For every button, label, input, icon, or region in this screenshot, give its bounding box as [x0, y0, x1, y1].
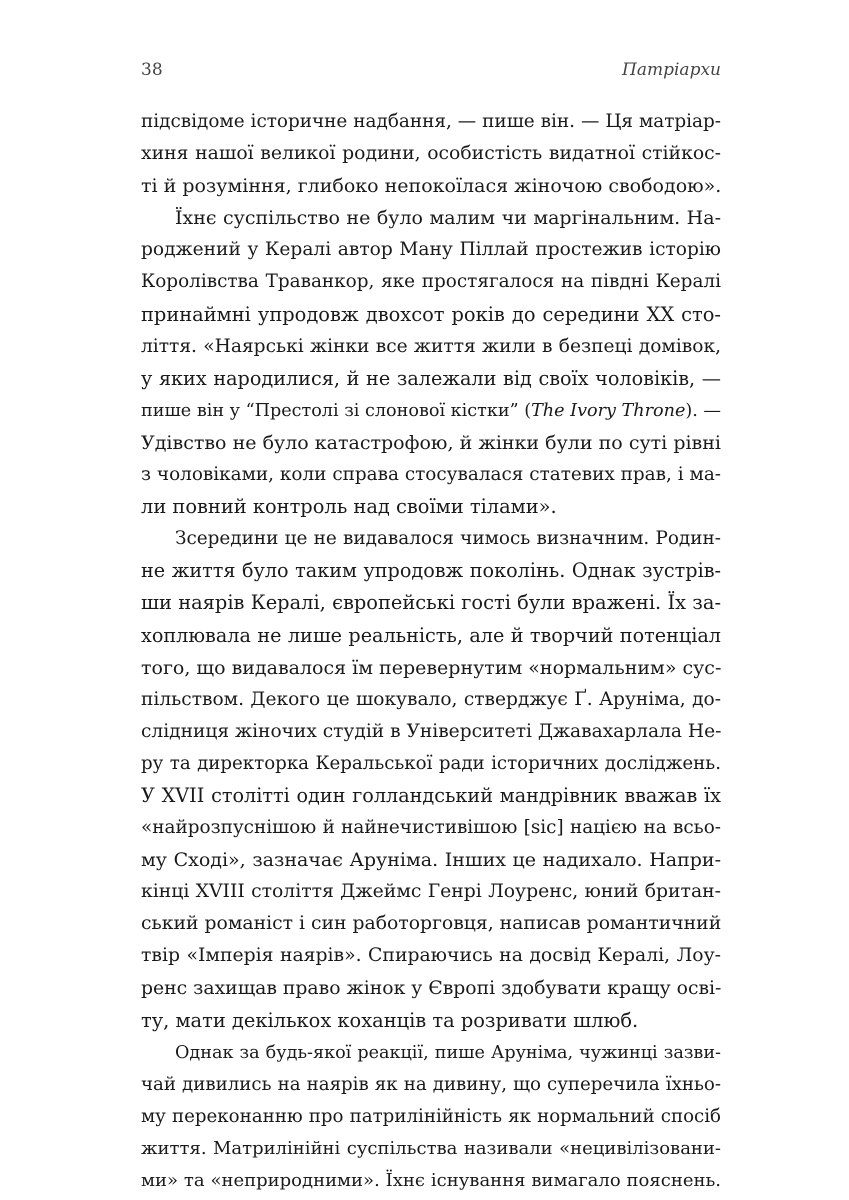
text-fragment: пише він у “Престолі зі слонової кістки” (: [141, 400, 532, 421]
text-line: хоплювала не лише реальність, але й творчий потенціал: [141, 623, 721, 647]
text-fragment: ). —: [685, 400, 722, 421]
text-line: чай дивились на наярів як на дивину, що суперечила їхньо-: [141, 1073, 721, 1095]
text-line: хиня нашої великої родини, особистість видатної стійкос-: [141, 143, 721, 165]
text-line: ру та директорка Керальської ради історичних досліджень.: [141, 752, 721, 774]
text-line: ми» та «неприродними». Їхнє існування вимагало пояснень.: [141, 1170, 721, 1192]
text-line: життя. Матрилінійні суспільства називали «нецивілізовани-: [141, 1138, 721, 1159]
text-line: роджений у Кералі автор Ману Піллай простежив історію: [141, 239, 721, 261]
book-title: The Ivory Throne: [531, 400, 686, 421]
body-text: [141, 106, 721, 1197]
text-line: му переконанню про патрилінійність як нормальний спосіб: [141, 1105, 721, 1127]
text-line: Зсередини це не видавалося чимось визначним. Родин-: [175, 528, 721, 550]
text-line: того, що видавалося їм перевернутим «нормальним» сус-: [141, 656, 722, 679]
text-line: «найрозпуснішою й найнечистивішою [sic] нацією на всьо-: [141, 817, 721, 839]
page-number: 38: [141, 60, 163, 80]
text-line: ті й розуміння, глибоко непокоїлася жіночою свободою».: [141, 175, 722, 198]
text-line: У XVII столітті один голландський мандрівник вважав їх: [141, 783, 721, 807]
text-line: Королівства Траванкор, яке простягалося на півдні Кералі: [141, 271, 721, 293]
text-line: слідниця жіночих студій в Університеті Джавахарлала Не-: [141, 720, 722, 742]
page-header: [141, 60, 721, 90]
text-line: ліття. «Наярські жінки все життя жили в безпеці домівок,: [141, 335, 721, 357]
text-line: у яких народилися, й не залежали від своїх чоловіків, —: [141, 366, 721, 390]
text-line: ши наярів Кералі, європейські гості були вражені. Їх за-: [141, 591, 721, 615]
text-line: принаймні упродовж двохсот років до середини XX сто-: [141, 302, 721, 326]
text-line: Однак за будь-якої реакції, пише Арунімa, чужинці зазви-: [175, 1042, 721, 1063]
text-line: [141, 395, 721, 427]
text-line: твір «Імперія наярів». Спираючись на досвід Кералі, Лоу-: [141, 945, 721, 967]
text-line: пільством. Декого це шокувало, стверджує Ґ. Арунімa, до-: [141, 688, 721, 710]
text-line: підсвідоме історичне надбання, — пише він. — Ця матріар-: [141, 111, 721, 132]
text-line: ту, мати декількох коханців та розривати шлюб.: [141, 1008, 639, 1032]
text-line: кінці XVIII століття Джеймс Генрі Лоуренс, юний британ-: [141, 881, 721, 903]
text-line: Удівство не було катастрофою, й жінки були по суті рівні: [141, 431, 721, 454]
text-line: з чоловіками, коли справа стосувалася статевих прав, і ма-: [141, 464, 721, 486]
text-line: Їхнє суспільство не було малим чи маргінальним. На-: [175, 207, 721, 230]
text-line: му Сході», зазначає Арунімa. Інших це надихало. Напри-: [141, 849, 721, 872]
text-line: не життя було таким упродовж поколінь. Однак зустрів-: [141, 559, 721, 583]
running-title: Патріархи: [622, 60, 721, 80]
text-line: ський романіст і син работорговця, написав романтичний: [141, 913, 722, 935]
text-line: ренс захищав право жінок у Європі здобувати кращу осві-: [141, 977, 722, 999]
text-line: ли повний контроль над своїми тілами».: [141, 495, 557, 519]
